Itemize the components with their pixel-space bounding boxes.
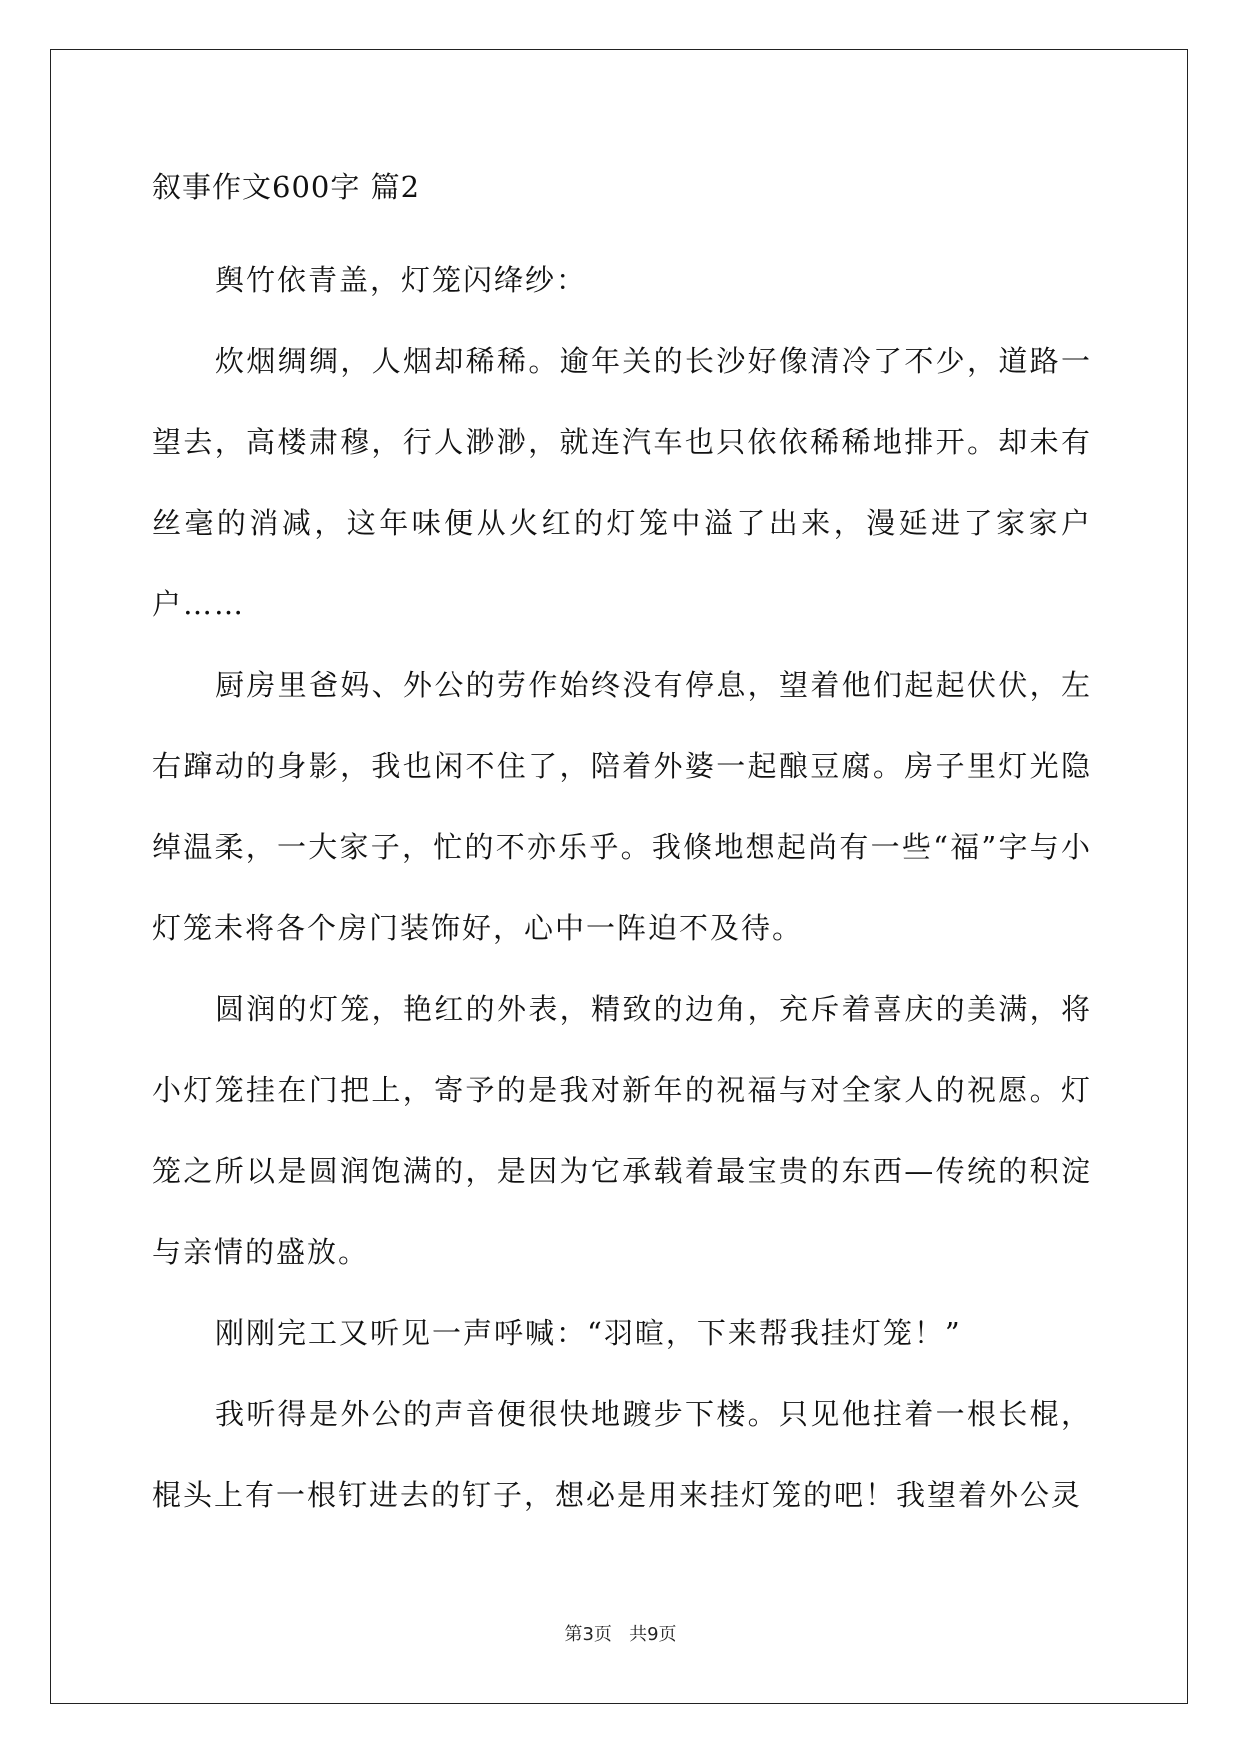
paragraph-6: 我听得是外公的声音便很快地踱步下楼。只见他拄着一根长棍，棍头上有一根钉进去的钉子，想必是用来挂灯笼的吧！我望着外公灵 (152, 1397, 1092, 1512)
document-heading: 叙事作文600字 篇2 (152, 170, 421, 204)
page-number-footer: 第3页 共9页 (564, 1624, 677, 1645)
paragraph-2: 炊烟绸绸，人烟却稀稀。逾年关的长沙好像清冷了不少，道路一望去，高楼肃穆，行人渺渺，就连汽车也只依依稀稀地排开。却未有丝毫的消减，这年味便从火红的灯笼中溢了出来，漫延进了家家户户…… (152, 344, 1092, 621)
document-body (152, 165, 1092, 1536)
paragraph-5: 刚刚完工又听见一声呼喊：“羽暄，下来帮我挂灯笼！” (215, 1316, 962, 1350)
paragraph-4: 圆润的灯笼，艳红的外表，精致的边角，充斥着喜庆的美满，将小灯笼挂在门把上，寄予的是我对新年的祝福与对全家人的祝愿。灯笼之所以是圆润饱满的，是因为它承载着最宝贵的东西—传统的积淀与亲情的盛放。 (152, 992, 1092, 1269)
paragraph-3: 厨房里爸妈、外公的劳作始终没有停息，望着他们起起伏伏，左右蹿动的身影，我也闲不住了，陪着外婆一起酿豆腐。房子里灯光隐绰温柔，一大家子，忙的不亦乐乎。我倏地想起尚有一些“福”字与小灯笼未将各个房门装饰好，心中一阵迫不及待。 (152, 668, 1092, 945)
paragraph-1: 舆竹依青盖，灯笼闪绛纱： (215, 263, 588, 297)
